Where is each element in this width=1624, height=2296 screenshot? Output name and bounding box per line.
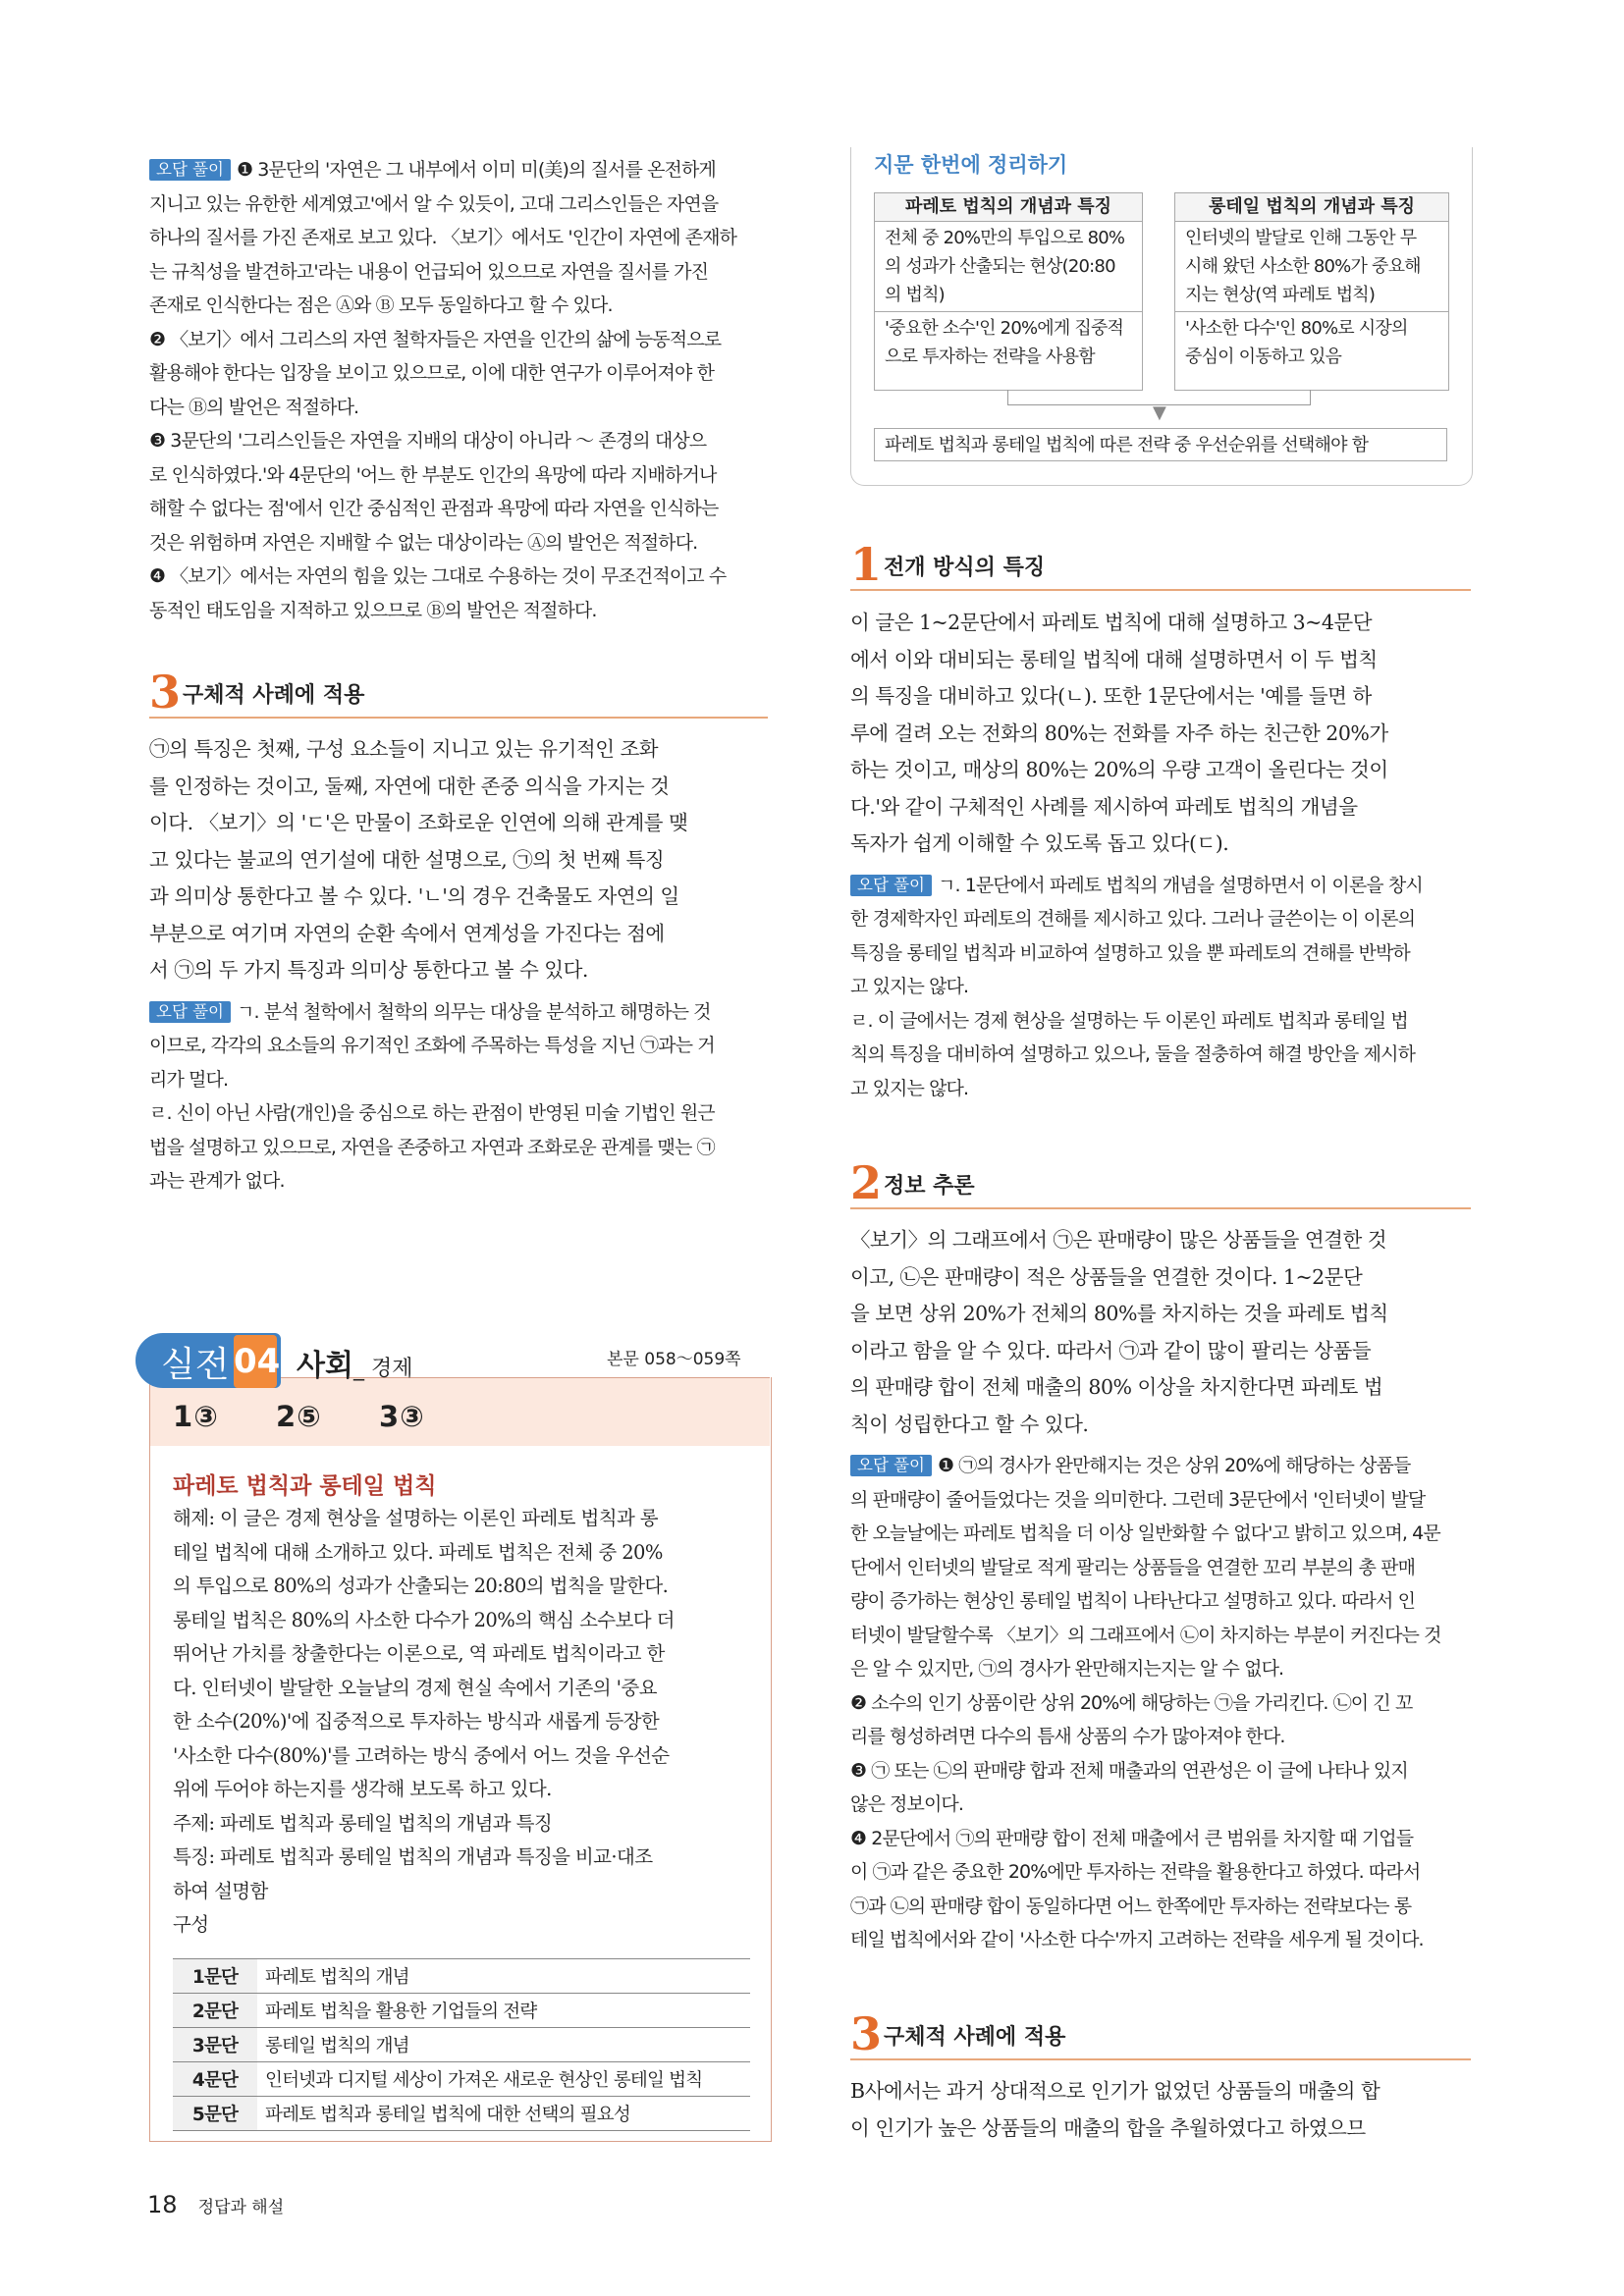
- sec2-line: 을 보면 상위 20%가 전체의 80%를 차지하는 것을 파레토 법칙: [850, 1302, 1388, 1325]
- sec2-line: 이고, ㉡은 판매량이 적은 상품들을 연결한 것이다. 1~2문단: [850, 1264, 1363, 1289]
- table-value: 파레토 법칙의 개념: [257, 1959, 750, 1994]
- wrong-answer-tag: 오답 풀이: [850, 875, 932, 896]
- longtail-heading: 롱테일 법칙의 개념과 특징: [1175, 193, 1448, 222]
- practice-badge-number: 04: [234, 1335, 277, 1388]
- practice-line: 주제: 파레토 법칙과 롱테일 법칙의 개념과 특징: [173, 1811, 553, 1835]
- sec3-note: [149, 995, 778, 1199]
- answer-a: ③: [193, 1400, 219, 1433]
- table-value: 롱테일 법칙의 개념: [257, 2028, 750, 2062]
- summary-result: [874, 428, 1447, 461]
- note-line: 고 있지는 않다.: [850, 1077, 969, 1099]
- practice-line: 하여 설명함: [173, 1879, 268, 1902]
- sec3-line: 과 의미상 통한다고 볼 수 있다. 'ㄴ'의 경우 건축물도 자연의 일: [149, 884, 679, 908]
- practice-body: [173, 1502, 762, 1943]
- table-value: 파레토 법칙과 롱테일 법칙에 대한 선택의 필요성: [257, 2097, 750, 2131]
- intro-line: 활용해야 한다는 입장을 보이고 있으므로, 이에 대한 연구가 이루어져야 한: [149, 362, 715, 384]
- sec1-line: 독자가 쉽게 이해할 수 있도록 돕고 있다(ㄷ).: [850, 831, 1229, 855]
- practice-line: 구성: [173, 1913, 209, 1936]
- sec1-body: [850, 605, 1479, 1105]
- note-line: ❶ ㉠의 경사가 완만해지는 것은 상위 20%에 해당하는 상품들: [938, 1455, 1411, 1476]
- note-line: 고 있지는 않다.: [850, 976, 969, 997]
- practice-para: [173, 1502, 762, 1943]
- practice-line: 롱테일 법칙은 80%의 사소한 다수가 20%의 핵심 소수보다 더: [173, 1608, 675, 1631]
- answer-q: 3: [378, 1400, 401, 1433]
- cell-line: 으로 투자하는 전략을 사용함: [885, 347, 1095, 367]
- sec1-line: 다.'와 같이 구체적인 사례를 제시하여 파레토 법칙의 개념을: [850, 794, 1358, 819]
- summary-box-longtail: [1174, 192, 1449, 391]
- section-heading-1: [850, 540, 1471, 591]
- intro-line: 존재로 인식한다는 점은 Ⓐ와 Ⓑ 모두 동일하다고 할 수 있다.: [149, 294, 613, 316]
- note-line: 않은 정보이다.: [850, 1793, 964, 1815]
- sec1-line: 이 글은 1~2문단에서 파레토 법칙에 대해 설명하고 3~4문단: [850, 611, 1373, 634]
- intro-line: ❹ 〈보기〉에서는 자연의 힘을 있는 그대로 수용하는 것이 무조건적이고 수: [149, 565, 727, 587]
- table-key: 4문단: [173, 2062, 257, 2097]
- structure-table: [173, 1958, 750, 2131]
- note-line: 칙의 특징을 대비하여 설명하고 있으나, 둘을 절충하여 해결 방안을 제시하: [850, 1043, 1416, 1065]
- section-number: 1: [850, 538, 883, 591]
- cell-line: '중요한 소수'인 20%에게 집중적: [885, 318, 1124, 339]
- intro-para: [149, 153, 778, 627]
- intro-line: ❶ 3문단의 '자연은 그 내부에서 이미 미(美)의 질서를 온전하게: [237, 159, 716, 181]
- sec1-line: 에서 이와 대비되는 롱테일 법칙에 대해 설명하면서 이 두 법칙: [850, 647, 1378, 671]
- practice-line: 뛰어난 가치를 창출한다는 이론으로, 역 파레토 법칙이라고 한: [173, 1642, 665, 1665]
- left-sec3-body: [149, 731, 778, 1199]
- section-heading-3-left: [149, 667, 768, 719]
- note-line: 리가 멀다.: [149, 1068, 229, 1091]
- section-number: 2: [850, 1156, 883, 1209]
- note-line: 리를 형성하려면 다수의 틈새 상품의 수가 많아져야 한다.: [850, 1726, 1285, 1747]
- note-line: 과는 관계가 없다.: [149, 1170, 285, 1192]
- cell-line: 전체 중 20%만의 투입으로 80%: [885, 228, 1125, 248]
- subject-sub: _ 경제: [352, 1357, 413, 1381]
- summary-title: 지문 한번에 정리하기: [874, 153, 1068, 177]
- intro-line: 하나의 질서를 가진 존재로 보고 있다. 〈보기〉에서도 '인간이 자연에 존재하: [149, 227, 737, 248]
- intro-line: 는 규칙성을 발견하고'라는 내용이 언급되어 있으므로 자연을 질서를 가진: [149, 260, 709, 283]
- note-line: 은 알 수 있지만, ㉠의 경사가 완만해지는지는 알 수 없다.: [850, 1658, 1284, 1680]
- note-line: ❷ 소수의 인기 상품이란 상위 20%에 해당하는 ㉠을 가리킨다. ㉡이 긴 꼬: [850, 1691, 1413, 1714]
- intro-line: 해할 수 없다는 점'에서 인간 중심적인 관점과 욕망에 따라 자연을 인식하는: [149, 498, 719, 519]
- pareto-definition: [875, 222, 1142, 311]
- wrong-answer-tag: 오답 풀이: [149, 159, 231, 181]
- down-arrow-icon: ▼: [1153, 402, 1166, 423]
- longtail-definition: [1175, 222, 1448, 311]
- answer-key: [173, 1400, 425, 1433]
- wrong-answer-tag: 오답 풀이: [850, 1455, 932, 1476]
- note-line: 한 경제학자인 파레토의 견해를 제시하고 있다. 그러나 글쓴이는 이 이론의: [850, 908, 1416, 930]
- sec3-right-paragraph: [850, 2073, 1479, 2147]
- practice-line: 특징: 파레토 법칙과 롱테일 법칙의 개념과 특징을 비교·대조: [173, 1845, 653, 1868]
- subject-label: 사회: [297, 1349, 353, 1383]
- table-row: [173, 2028, 750, 2062]
- note-line: 한 오늘날에는 파레토 법칙을 더 이상 일반화할 수 없다'고 밝히고 있으며, 4문: [850, 1522, 1440, 1544]
- connector-line: [1310, 390, 1311, 405]
- longtail-strategy: [1175, 311, 1448, 373]
- intro-line: 로 인식하였다.'와 4문단의 '어느 한 부분도 인간의 욕망에 따라 지배하거나: [149, 463, 717, 486]
- section-title: 구체적 사례에 적용: [884, 2025, 1066, 2050]
- connector-line: [1007, 390, 1008, 405]
- note-line: ㉠과 ㉡의 판매량 합이 동일하다면 어느 한쪽에만 투자하는 전략보다는 롱: [850, 1895, 1412, 1917]
- note-line: ❹ 2문단에서 ㉠의 판매량 합이 전체 매출에서 큰 범위를 차지할 때 기업들: [850, 1827, 1414, 1849]
- section-title: 구체적 사례에 적용: [183, 683, 365, 708]
- note-line: ㄱ. 분석 철학에서 철학의 의무는 대상을 분석하고 해명하는 것: [237, 1000, 711, 1023]
- note-line: 의 판매량이 줄어들었다는 것을 의미한다. 그런데 3문단에서 '인터넷이 발달: [850, 1488, 1426, 1511]
- practice-line: 위에 두어야 하는지를 생각해 보도록 하고 있다.: [173, 1778, 552, 1800]
- footer-label: 정답과 해설: [197, 2198, 285, 2217]
- note-line: ❸ ㉠ 또는 ㉡의 판매량 합과 전체 매출과의 연관성은 이 글에 나타나 있지: [850, 1759, 1408, 1782]
- table-value: 인터넷과 디지털 세상이 가져온 새로운 현상인 롱테일 법칙: [257, 2062, 750, 2097]
- table-row: [173, 2097, 750, 2131]
- cell-line: 인터넷의 발달로 인해 그동안 무: [1185, 228, 1417, 248]
- intro-line: 지니고 있는 유한한 세계였고'에서 알 수 있듯이, 고대 그리스인들은 자연을: [149, 192, 719, 215]
- practice-line: 다. 인터넷이 발달한 오늘날의 경제 현실 속에서 기존의 '중요: [173, 1676, 657, 1699]
- table-key: 2문단: [173, 1994, 257, 2028]
- note-line: 이므로, 각각의 요소들의 유기적인 조화에 주목하는 특성을 지닌 ㉠과는 거: [149, 1035, 715, 1056]
- page-footer: [147, 2191, 284, 2218]
- cell-line: 중심이 이동하고 있음: [1185, 347, 1342, 367]
- sec3-line: 부분으로 여기며 자연의 순환 속에서 연계성을 가진다는 점에: [149, 921, 665, 945]
- section-number: 3: [149, 666, 182, 719]
- practice-line: 의 투입으로 80%의 성과가 산출되는 20:80의 법칙을 말한다.: [173, 1575, 669, 1597]
- section-heading-2: [850, 1158, 1471, 1209]
- answer-q: 1: [173, 1400, 194, 1433]
- sec3-paragraph: [149, 731, 778, 989]
- answer-q: 2: [275, 1400, 298, 1433]
- pareto-heading: 파레토 법칙의 개념과 특징: [875, 193, 1142, 222]
- answer-a: ⑤: [297, 1400, 322, 1433]
- table-key: 1문단: [173, 1959, 257, 1994]
- sec1-note: [850, 869, 1479, 1106]
- wrong-answer-tag: 오답 풀이: [149, 1001, 231, 1023]
- section-number: 3: [850, 2007, 883, 2060]
- intro-line: ❷ 〈보기〉에서 그리스의 자연 철학자들은 자연을 인간의 삶에 능동적으로: [149, 328, 722, 350]
- note-line: 단에서 인터넷의 발달로 적게 팔리는 상품들을 연결한 꼬리 부분의 총 판매: [850, 1556, 1416, 1578]
- sec2-line: 이라고 함을 알 수 있다. 따라서 ㉠과 같이 많이 팔리는 상품들: [850, 1338, 1372, 1362]
- note-line: 량이 증가하는 현상인 롱테일 법칙이 나타난다고 설명하고 있다. 따라서 인: [850, 1590, 1416, 1612]
- table-key: 5문단: [173, 2097, 257, 2131]
- practice-line: 테일 법칙에 대해 소개하고 있다. 파레토 법칙은 전체 중 20%: [173, 1540, 663, 1564]
- sec3-line: B사에서는 과거 상대적으로 인기가 없었던 상품들의 매출의 합: [850, 2079, 1380, 2103]
- intro-line: 동적인 태도임을 지적하고 있으므로 Ⓑ의 발언은 적절하다.: [149, 599, 597, 621]
- sec1-line: 루에 걸려 오는 전화의 80%는 전화를 자주 하는 친근한 20%가: [850, 721, 1388, 745]
- section-title: 정보 추론: [884, 1174, 975, 1199]
- note-line: 특징을 롱테일 법칙과 비교하여 설명하고 있을 뿐 파레토의 견해를 반박하: [850, 941, 1410, 964]
- page-number: 18: [147, 2191, 178, 2218]
- intro-line: 다는 Ⓑ의 발언은 적절하다.: [149, 396, 359, 418]
- sec1-paragraph: [850, 605, 1479, 863]
- sec3-line: 를 인정하는 것이고, 둘째, 자연에 대한 존중 의식을 가지는 것: [149, 774, 670, 798]
- sec3-line: 고 있다는 불교의 연기설에 대한 설명으로, ㉠의 첫 번째 특징: [149, 847, 665, 872]
- practice-line: 한 소수(20%)'에 집중적으로 투자하는 방식과 새롭게 등장한: [173, 1710, 660, 1733]
- table-value: 파레토 법칙을 활용한 기업들의 전략: [257, 1994, 750, 2028]
- note-line: ㄹ. 이 글에서는 경제 현상을 설명하는 두 이론인 파레토 법칙과 롱테일 법: [850, 1009, 1408, 1032]
- page-reference-text: 본문 058～059쪽: [607, 1350, 741, 1369]
- sec3-right-body: [850, 2073, 1479, 2147]
- sec2-body: [850, 1222, 1479, 1957]
- section-heading-3-right: [850, 2009, 1471, 2060]
- sec3-line: 이다. 〈보기〉의 'ㄷ'은 만물이 조화로운 인연에 의해 관계를 맺: [149, 811, 688, 834]
- cell-line: '사소한 다수'인 80%로 시장의: [1185, 318, 1408, 339]
- summary-box-pareto: [874, 192, 1143, 391]
- left-intro: [149, 153, 778, 627]
- sec2-line: 칙이 성립한다고 할 수 있다.: [850, 1412, 1089, 1436]
- sec3-line: 서 ㉠의 두 가지 특징과 의미상 통한다고 볼 수 있다.: [149, 958, 588, 982]
- answer-a: ③: [400, 1400, 425, 1433]
- table-row: [173, 1994, 750, 2028]
- note-line: 테일 법칙에서와 같이 '사소한 다수'까지 고려하는 전략을 세우게 될 것이다.: [850, 1929, 1424, 1950]
- sec2-note: [850, 1449, 1479, 1957]
- sec3-line: 이 인기가 높은 상품들의 매출의 합을 추월하였다고 하였으므: [850, 2115, 1366, 2140]
- sec2-line: 의 판매량 합이 전체 매출의 80% 이상을 차지한다면 파레토 법: [850, 1375, 1383, 1399]
- practice-subject: [297, 1341, 412, 1384]
- note-line: ㄱ. 1문단에서 파레토 법칙의 개념을 설명하면서 이 이론을 창시: [938, 874, 1423, 896]
- note-line: ㄹ. 신이 아닌 사람(개인)을 중심으로 하는 관점이 반영된 미술 기법인 원근: [149, 1102, 715, 1124]
- pareto-strategy: [875, 311, 1142, 373]
- intro-line: 것은 위험하며 자연은 지배할 수 없는 대상이라는 Ⓐ의 발언은 적절하다.: [149, 531, 698, 554]
- practice-line: 해제: 이 글은 경제 현상을 설명하는 이론인 파레토 법칙과 롱: [173, 1507, 659, 1529]
- practice-badge-label: 실전: [161, 1345, 230, 1385]
- summary-result-text: 파레토 법칙과 롱테일 법칙에 따른 전략 중 우선순위를 선택해야 함: [885, 435, 1369, 455]
- practice-title: 파레토 법칙과 롱테일 법칙: [173, 1473, 437, 1499]
- table-key: 3문단: [173, 2028, 257, 2062]
- intro-line: ❸ 3문단의 '그리스인들은 자연을 지배의 대상이 아니라 ～ 존경의 대상으: [149, 430, 707, 452]
- cell-line: 의 법칙): [885, 285, 945, 305]
- cell-line: 의 성과가 산출되는 현상(20:80: [885, 256, 1115, 277]
- sec3-line: ㉠의 특징은 첫째, 구성 요소들이 지니고 있는 유기적인 조화: [149, 737, 659, 761]
- practice-line: '사소한 다수(80%)'를 고려하는 방식 중에서 어느 것을 우선순: [173, 1743, 670, 1767]
- page-reference: [607, 1345, 741, 1369]
- section-title: 전개 방식의 특징: [884, 556, 1046, 580]
- sec1-line: 하는 것이고, 매상의 80%는 20%의 우량 고객이 올린다는 것이: [850, 758, 1388, 781]
- note-line: 터넷이 발달할수록 〈보기〉의 그래프에서 ㉡이 차지하는 부분이 커진다는 것: [850, 1624, 1441, 1646]
- sec1-line: 의 특징을 대비하고 있다(ㄴ). 또한 1문단에서는 '예를 들면 하: [850, 684, 1372, 708]
- table-row: [173, 2062, 750, 2097]
- sec2-line: 〈보기〉의 그래프에서 ㉠은 판매량이 많은 상품들을 연결한 것: [850, 1228, 1387, 1252]
- cell-line: 시해 왔던 사소한 80%가 중요해: [1185, 256, 1421, 277]
- table-row: [173, 1959, 750, 1994]
- note-line: 이 ㉠과 같은 중요한 20%에만 투자하는 전략을 활용한다고 하였다. 따라서: [850, 1861, 1421, 1883]
- sec2-paragraph: [850, 1222, 1479, 1443]
- note-line: 법을 설명하고 있으므로, 자연을 존중하고 자연과 조화로운 관계를 맺는 ㉠: [149, 1136, 715, 1158]
- cell-line: 지는 현상(역 파레토 법칙): [1185, 285, 1376, 305]
